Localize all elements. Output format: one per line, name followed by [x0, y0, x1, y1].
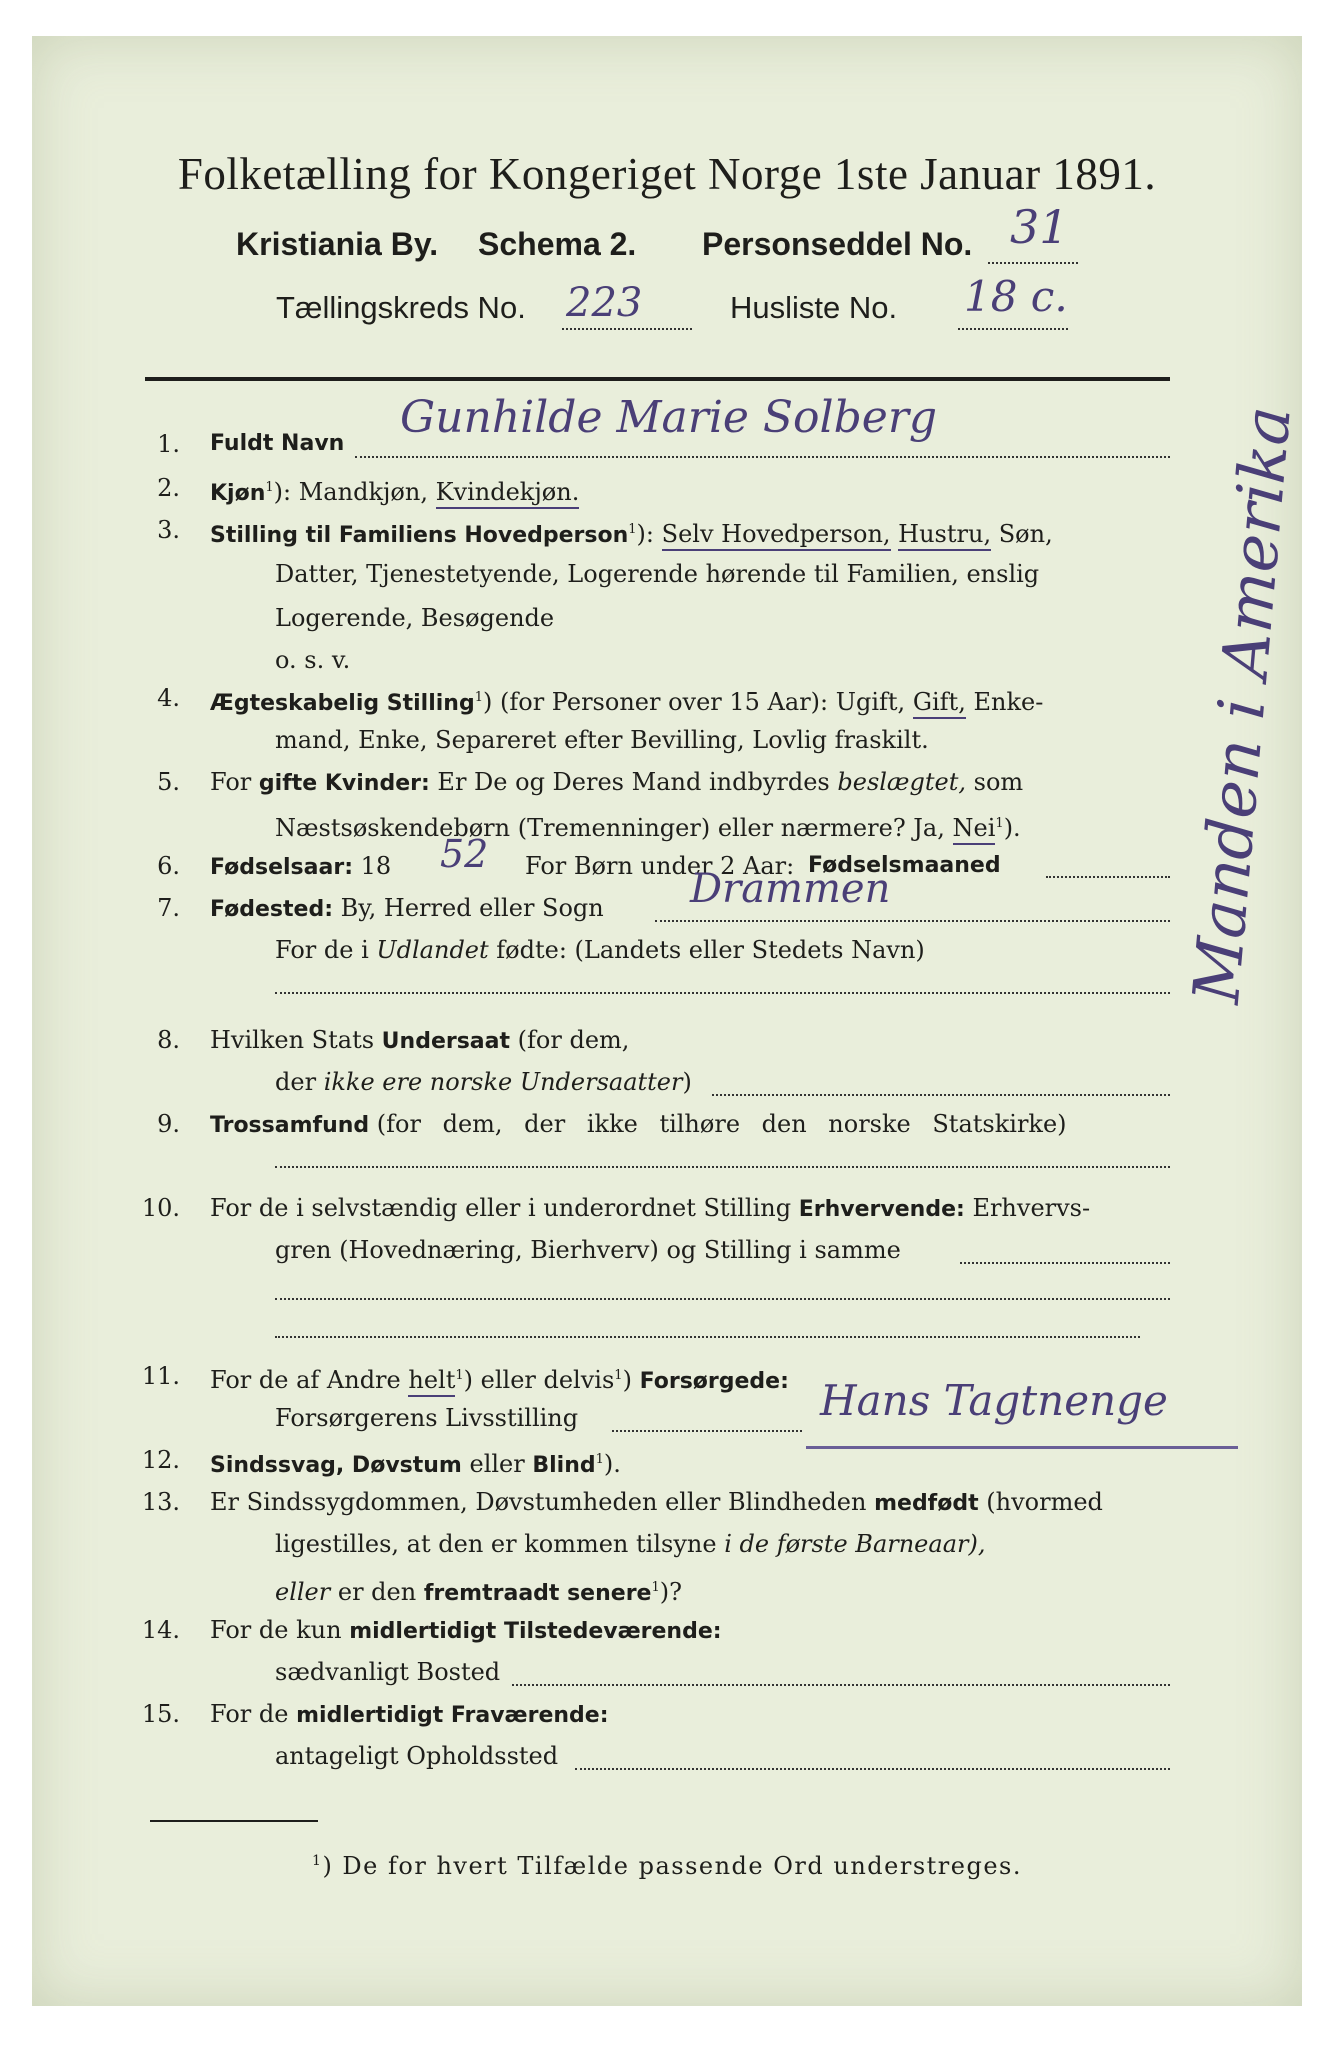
selected-position-2: Hustru, [898, 520, 991, 551]
schema-label: Schema 2. [478, 226, 637, 262]
margin-annotation: Manden i Amerika [1180, 403, 1306, 1007]
item-13-line3: eller er den fremtraadt senere$^1$)? [275, 1578, 682, 1606]
provider-occupation-value: Hans Tagtnenge [820, 1376, 1168, 1425]
item-15: 15. For de midlertidigt Fraværende: [0, 1692, 1334, 1736]
residence-dots [512, 1684, 1170, 1686]
footnote-rule [150, 1820, 318, 1822]
husliste-dots [958, 328, 1068, 330]
item-4-line2: mand, Enke, Separeret efter Bevilling, Lovlig fraskilt. [275, 726, 929, 754]
item-6: 6. Fødselsaar: 18 For Børn under 2 Aar: Fødselsmaaned [0, 844, 1334, 888]
item-15-line2: antageligt Opholdssted [275, 1742, 559, 1770]
item-7: 7. Fødested: By, Herred eller Sogn [0, 886, 1334, 930]
item-number: 3. [157, 516, 180, 544]
faith-dots [275, 1166, 1170, 1168]
item-label: gifte Kvinder: [258, 771, 430, 796]
item-14: 14. For de kun midlertidigt Tilstedeværende: [0, 1608, 1334, 1652]
item-label: Sindssvag, Døvstum [210, 1453, 462, 1478]
occupation-dots-1 [960, 1262, 1170, 1264]
item-9: 9. Trossamfund (for dem, der ikke tilhøre den norske Statskirke) [0, 1102, 1334, 1146]
item-14-line2: sædvanligt Bosted [275, 1658, 501, 1686]
item-3-line4: o. s. v. [275, 646, 351, 674]
item-label: Stilling til Familiens Hovedperson [210, 523, 629, 548]
item-number: 1. [157, 430, 180, 458]
item-number: 9. [157, 1110, 180, 1138]
item-label: Undersaat [381, 1029, 511, 1054]
item-7-line2: For de i Udlandet fødte: (Landets eller Stedets Navn) [275, 936, 925, 964]
selected-support: helt [408, 1366, 455, 1397]
item-13: 13. Er Sindssygdommen, Døvstumheden eller Blindheden medfødt (hvormed [0, 1480, 1334, 1524]
item-8: 8. Hvilken Stats Undersaat (for dem, [0, 1018, 1334, 1062]
personseddel-label: Personseddel No. [702, 226, 973, 262]
item-label: Erhvervende: [798, 1197, 965, 1222]
item-10-line2: gren (Hovednæring, Bierhverv) og Stilling i samme [275, 1236, 901, 1264]
item-2: 2. Kjøn$^1$): Mandkjøn, Kvindekjøn. [0, 466, 1334, 510]
selected-marital: Gift, [913, 688, 966, 719]
item-number: 5. [157, 768, 180, 796]
husliste-label: Husliste No. [730, 290, 898, 325]
occupation-dots-3 [275, 1336, 1140, 1338]
item-12: 12. Sindssvag, Døvstum eller Blind$^1$). [0, 1438, 1334, 1482]
item-10: 10. For de i selvstændig eller i underordnet Stilling Erhvervende: Erhvervs- [0, 1186, 1334, 1230]
item-number: 15. [141, 1700, 180, 1728]
birth-month-dots [1046, 876, 1170, 878]
item-3-line2: Datter, Tjenestetyende, Logerende hørende til Familien, enslig [275, 560, 1040, 588]
item-number: 11. [141, 1362, 180, 1390]
provider-dots [612, 1430, 802, 1432]
item-number: 14. [141, 1616, 180, 1644]
item-label: Trossamfund [210, 1113, 370, 1138]
kreds-dots [562, 328, 692, 330]
item-3-line3: Logerende, Besøgende [275, 604, 555, 632]
husliste-number: 18 c. [964, 272, 1068, 321]
item-number: 12. [141, 1446, 180, 1474]
item-label: Fødselsaar: [210, 855, 353, 880]
item-number: 8. [157, 1026, 180, 1054]
item-label: Kjøn [210, 481, 266, 506]
birthplace-dots [655, 920, 1170, 922]
occupation-dots-2 [275, 1298, 1170, 1300]
personseddel-number: 31 [1010, 200, 1069, 254]
item-number: 4. [157, 684, 180, 712]
full-name-value: Gunhilde Marie Solberg [400, 392, 938, 443]
item-3: 3. Stilling til Familiens Hovedperson$^1$): Selv Hovedperson, Hustru, Søn, [0, 508, 1334, 552]
item-label: midlertidigt Tilstedeværende: [349, 1619, 722, 1644]
selected-gender: Kvindekjøn. [436, 478, 580, 509]
birthplace-value: Drammen [690, 866, 891, 912]
form-title: Folketælling for Kongeriget Norge 1ste Januar 1891. [177, 149, 1157, 199]
footnote: $^1$) De for hvert Tilfælde passende Ord understreges. [312, 1852, 1022, 1880]
foreign-dots [275, 992, 1170, 994]
birth-year-value: 52 [440, 832, 489, 876]
header-rule [145, 377, 1170, 381]
item-5-line2: Næstsøskendebørn (Tremenninger) eller nærmere? Ja, Nei$^1$). [0, 802, 1334, 846]
item-label: Forsørgede: [639, 1369, 789, 1394]
kreds-number: 223 [566, 280, 643, 326]
item-number: 13. [141, 1488, 180, 1516]
personseddel-dots [988, 262, 1078, 264]
item-13-line2: ligestilles, at den er kommen tilsyne i de første Barneaar), [275, 1530, 986, 1558]
item-8-line2: der ikke ere norske Undersaatter) [275, 1068, 692, 1096]
item-11-line2: Forsørgerens Livsstilling [275, 1404, 579, 1432]
item-label: midlertidigt Fraværende: [296, 1703, 609, 1728]
item-number: 6. [157, 852, 180, 880]
subject-dots [712, 1094, 1170, 1096]
kreds-label: Tællingskreds No. [276, 290, 526, 325]
item-label: medfødt [874, 1491, 979, 1516]
name-dots [355, 456, 1170, 458]
selected-related: Nei [953, 814, 996, 845]
item-5: 5. For gifte Kvinder: Er De og Deres Mand indbyrdes beslægtet, som [0, 760, 1334, 804]
item-11: 11. For de af Andre helt$^1$) eller delvis$^1$) Forsørgede: [0, 1354, 1334, 1398]
item-label: Fødested: [210, 897, 333, 922]
city-label: Kristiania By. [236, 226, 439, 262]
item-label: Fuldt Navn [210, 431, 345, 456]
item-number: 10. [141, 1194, 180, 1222]
stay-dots [575, 1768, 1170, 1770]
item-number: 2. [157, 474, 180, 502]
item-label: Ægteskabelig Stilling [210, 691, 475, 716]
item-4: 4. Ægteskabelig Stilling$^1$) (for Personer over 15 Aar): Ugift, Gift, Enke- [0, 676, 1334, 720]
item-number: 7. [157, 894, 180, 922]
selected-position: Selv Hovedperson, [662, 520, 891, 551]
